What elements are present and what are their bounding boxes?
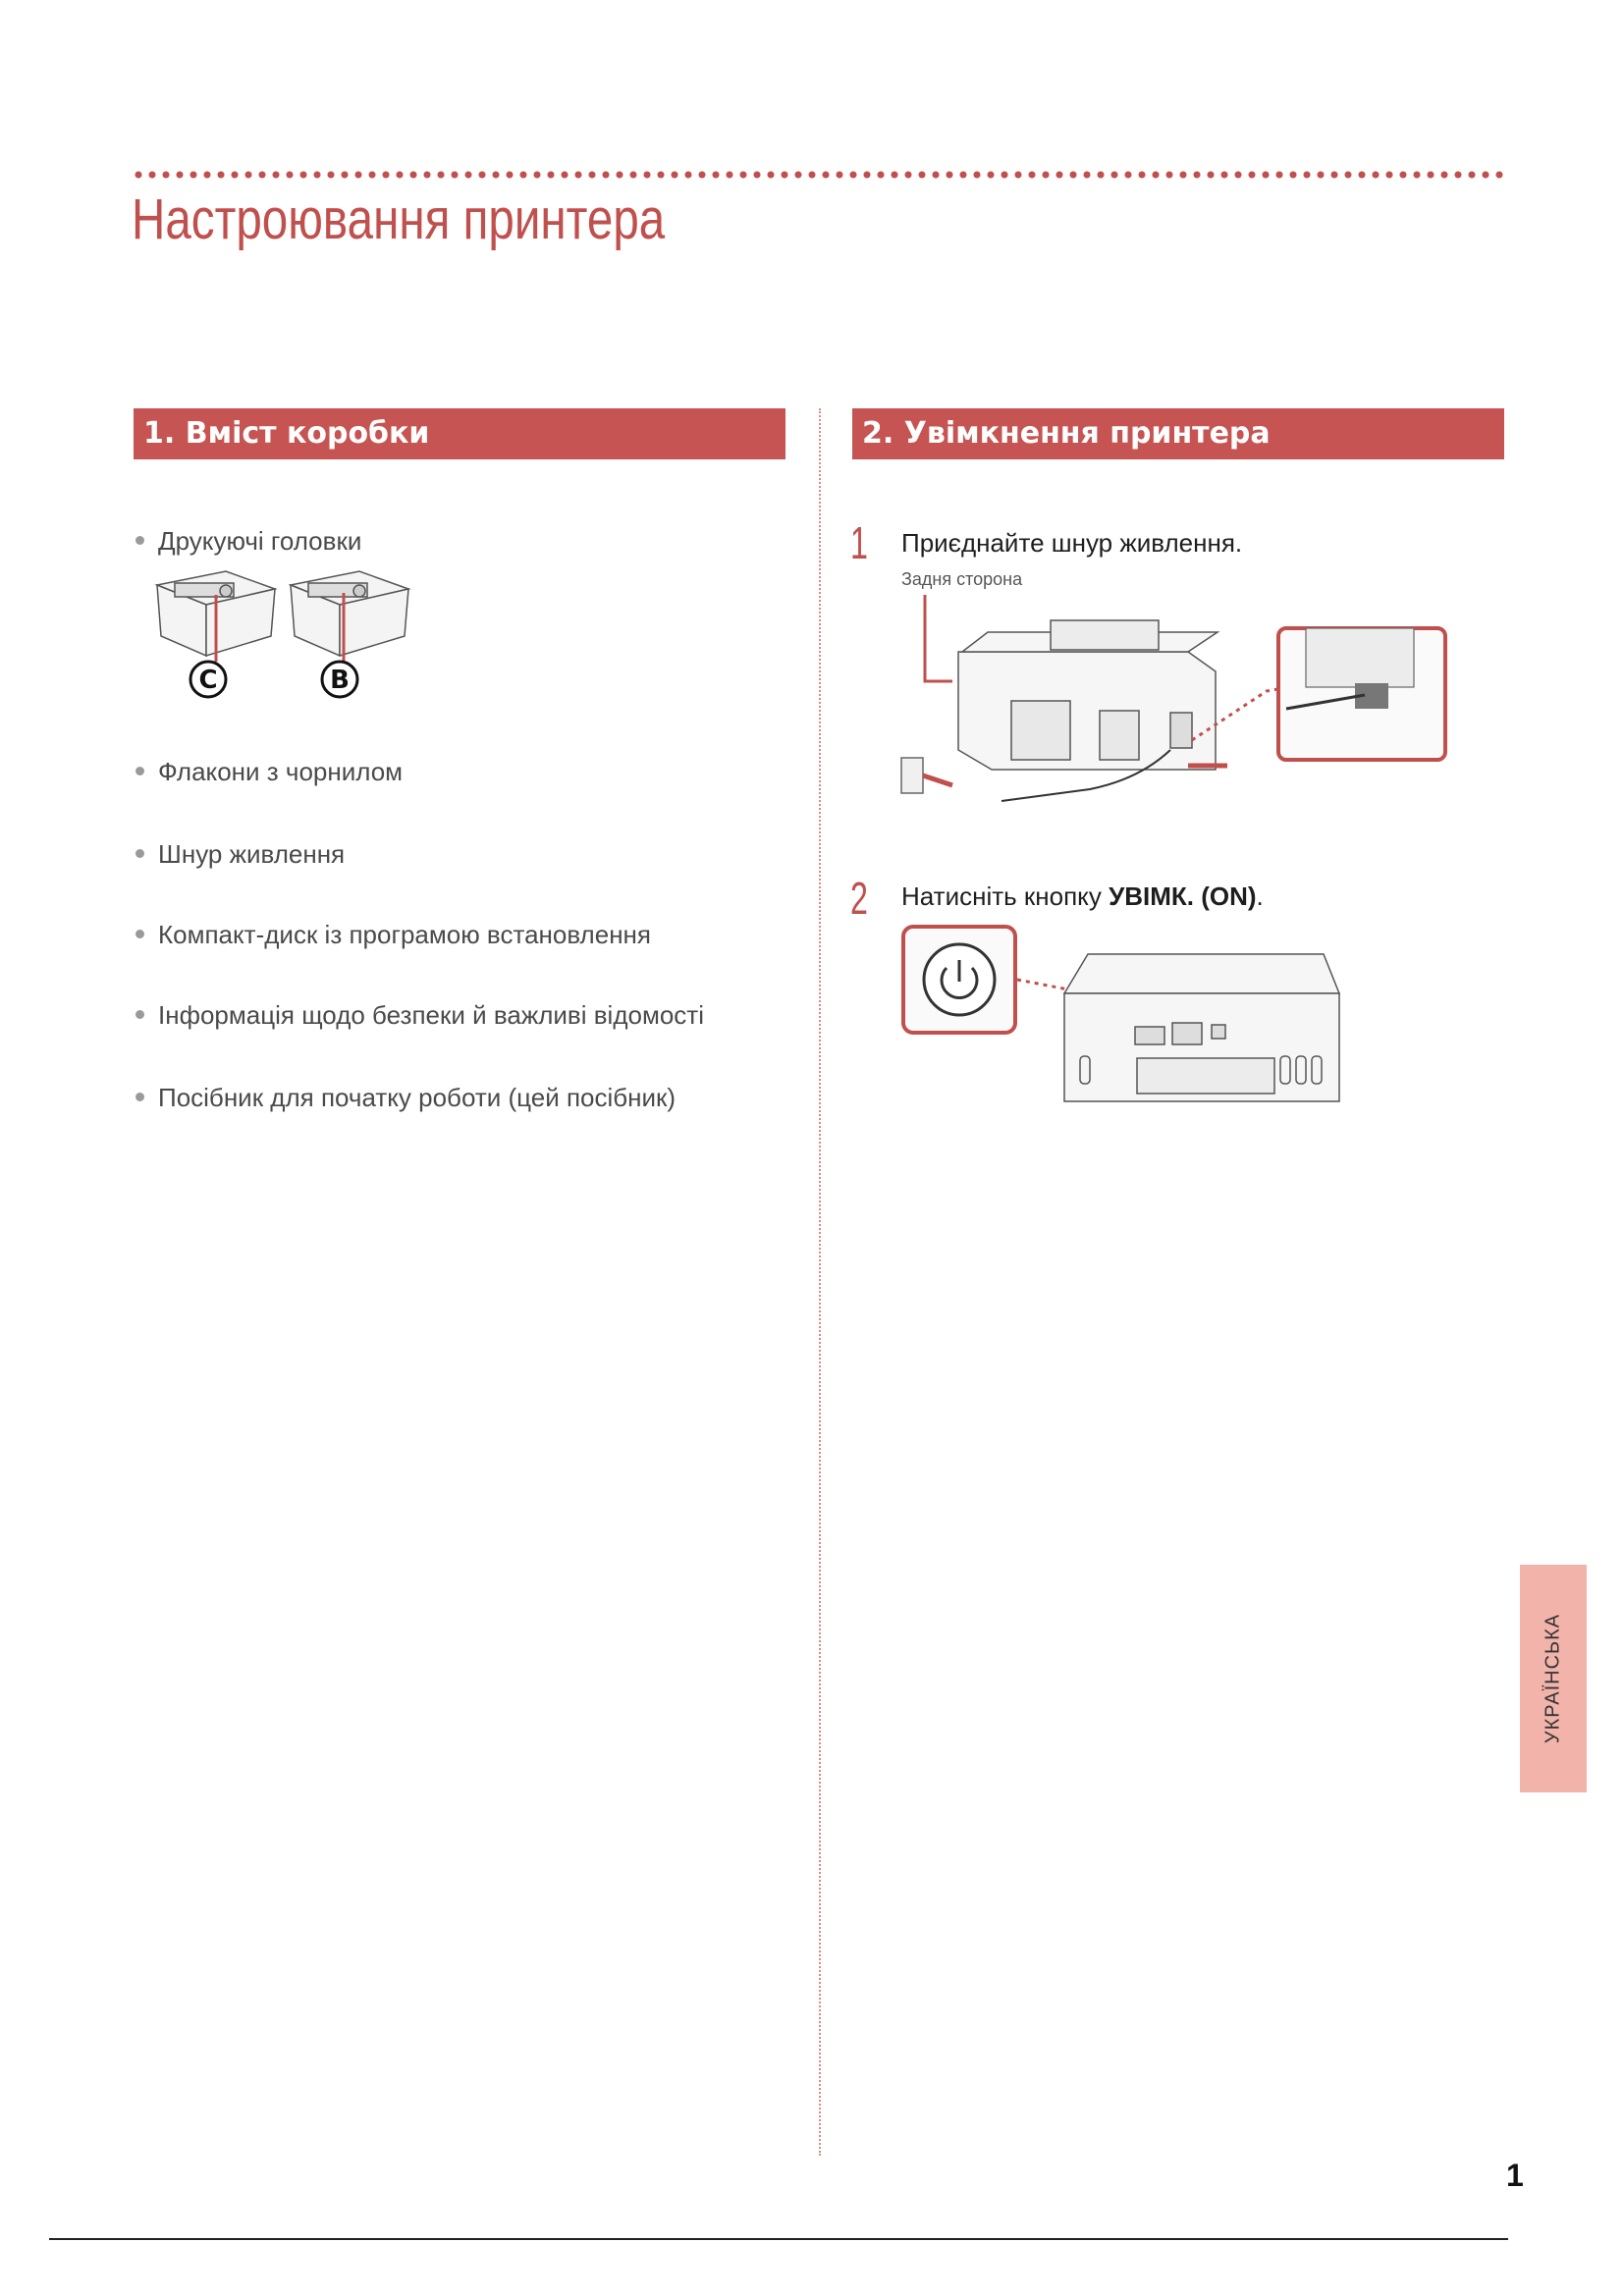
power-button-illustration [901,925,1343,1111]
page-number: 1 [1506,2158,1524,2193]
power-cord-illustration [893,593,1453,819]
bullet-icon [135,1093,144,1101]
page-title: Настроювання принтера [132,187,666,251]
print-heads-illustration [147,565,422,713]
rear-side-caption: Задня сторона [901,569,1023,589]
step-text: Натисніть кнопку УВІМК. (ON). [901,881,1264,911]
bullet-icon [135,767,144,775]
step-number: 1 [850,517,868,568]
bullet-icon [135,1010,144,1019]
step-text: Приєднайте шнур живлення. [901,528,1243,558]
language-tab [1520,1565,1587,1792]
language-label: УКРАЇНСЬКА [1542,1613,1564,1744]
section-heading-box-contents: 1. Вміст коробки [134,408,785,459]
bottom-rule [49,2238,1508,2240]
list-item: Інформація щодо безпеки й важливі відомості [135,1000,704,1031]
step-number: 2 [850,873,868,924]
section-heading-power-on: 2. Увімкнення принтера [852,408,1504,459]
head-label-b: B [330,666,350,695]
list-item: Друкуючі головки [135,526,361,557]
bullet-icon [135,536,144,545]
list-item: Флакони з чорнилом [135,757,403,787]
column-divider [819,408,821,2156]
list-item: Посібник для початку роботи (цей посібник) [135,1083,676,1113]
head-label-c: C [198,666,218,695]
title-dotted-rule [132,169,1506,181]
list-item: Шнур живлення [135,839,345,870]
list-item: Компакт-диск із програмою встановлення [135,920,651,950]
bullet-icon [135,849,144,858]
print-head-black [291,571,408,656]
bullet-icon [135,930,144,938]
on-button-label: УВІМК. (ON) [1109,881,1257,911]
